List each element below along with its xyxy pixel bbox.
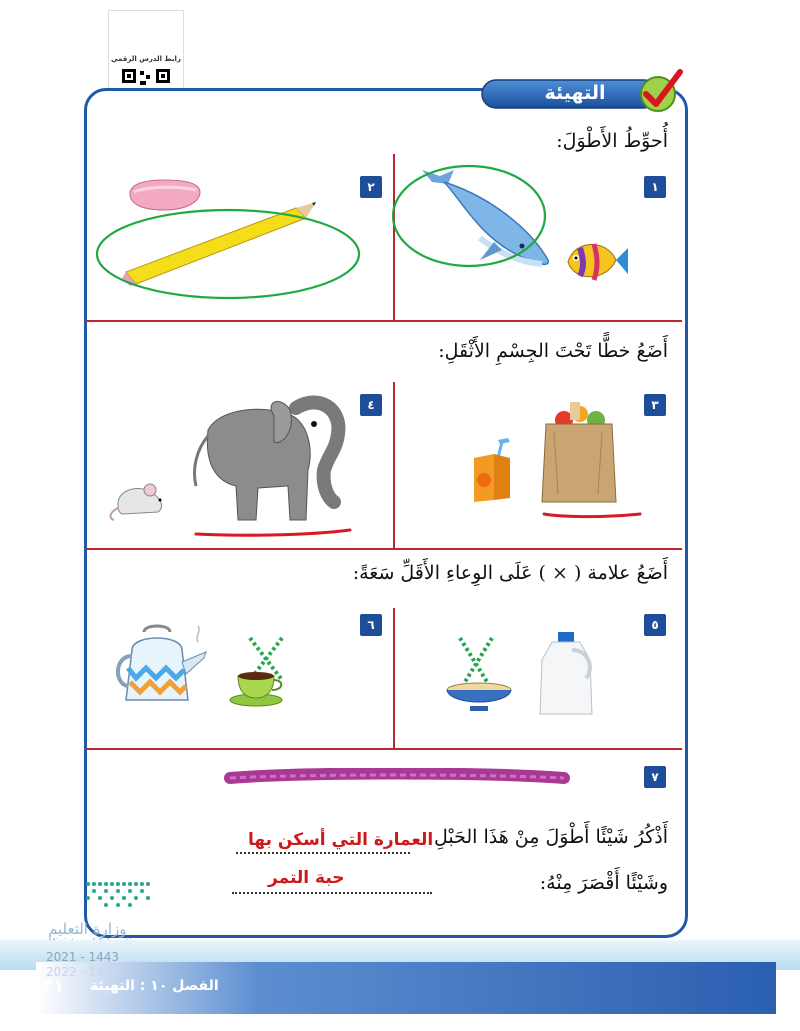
question-7-line1: أَذْكُرُ شَيْئًا أَطْوَلَ مِنْ هَذَا الحَبْلِ :: [421, 826, 668, 848]
teacup-illustration: [228, 668, 288, 708]
year-2: 2022 - 1444: [46, 965, 120, 979]
divider-horizontal-2: [86, 548, 682, 550]
section-title: التهيئة: [544, 82, 606, 104]
ministry-name: وزارة التعليم: [48, 920, 127, 938]
underline-mark-1: [542, 508, 642, 522]
grocery-bag-illustration: [540, 398, 620, 508]
answer-line-1: [236, 852, 410, 854]
answer-line-2: [232, 892, 432, 894]
chapter-footer: الفصل ١٠ : التهيئة: [90, 978, 219, 994]
year-1: 2021 - 1443: [46, 950, 120, 964]
divider-vertical-2: [393, 382, 395, 548]
ministry-logo-pattern-icon: [44, 878, 154, 914]
qr-caption: رابط الدرس الرقمي: [111, 55, 181, 63]
question-7-line2: وشَيْئًا أَقْصَرَ مِنْهُ:: [539, 872, 668, 894]
item-number-2: ٢: [360, 176, 382, 198]
item-number-1: ١: [644, 176, 666, 198]
cereal-bowl-illustration: [444, 680, 514, 714]
elephant-illustration: [178, 390, 358, 530]
item-number-7: ٧: [644, 766, 666, 788]
underline-mark-2: [194, 526, 354, 542]
divider-horizontal-1: [86, 320, 682, 322]
page-number: ٣١: [42, 976, 64, 997]
question-3-text: أَضَعُ علامة ( × ) عَلَى الوِعاءِ الأَقَلِّ سَعَةً:: [352, 562, 668, 584]
answer-2: حبة التمر: [268, 868, 345, 888]
item-number-6: ٦: [360, 614, 382, 636]
kettle-illustration: [110, 622, 210, 712]
milk-jug-illustration: [532, 630, 602, 720]
rope-illustration: [224, 768, 574, 788]
item-number-3: ٣: [644, 394, 666, 416]
answer-1: العمارة التي أسكن بها: [248, 830, 434, 850]
item-number-5: ٥: [644, 614, 666, 636]
item-number-4: ٤: [360, 394, 382, 416]
juice-box-illustration: [468, 436, 518, 506]
fish-illustration: [560, 234, 630, 288]
divider-vertical-3: [393, 608, 395, 748]
mouse-illustration: [104, 478, 174, 522]
section-title-tab: [480, 76, 680, 112]
checkmark-icon: [636, 68, 684, 116]
question-1-text: أُحوِّطُ الأَطْوَلَ:: [556, 130, 668, 152]
oval-circle-2: [94, 206, 364, 306]
question-2-text: أَضَعُ خطًّا تَحْتَ الجِسْمِ الأَثْقَلِ:: [438, 340, 668, 362]
oval-circle-1: [390, 164, 550, 274]
divider-horizontal-3: [86, 748, 682, 750]
